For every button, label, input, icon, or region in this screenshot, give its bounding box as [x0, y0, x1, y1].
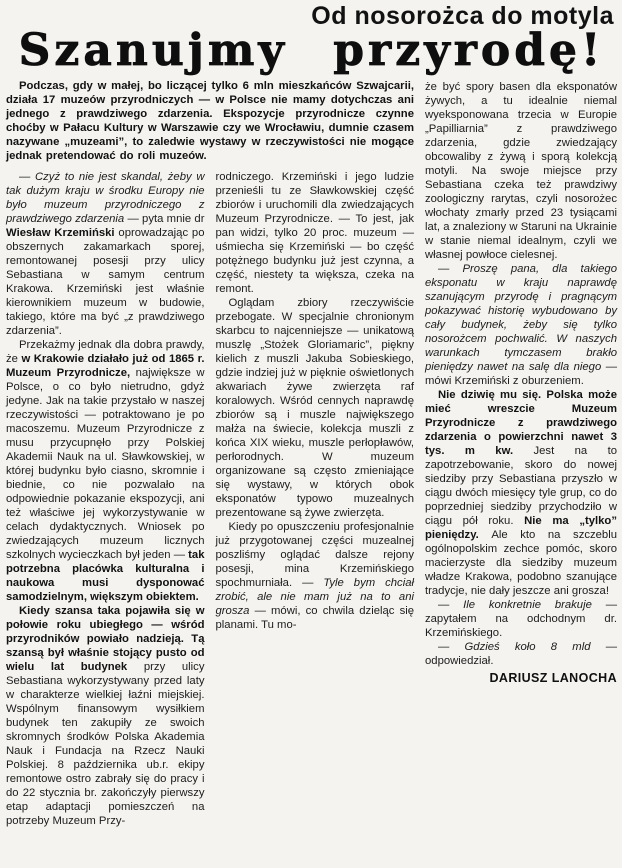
article-paragraph [6, 170, 205, 338]
column-right-wrap [425, 79, 617, 828]
article-paragraph [425, 388, 617, 598]
text-segment: w Krakowie działało już od 1865 r. Muzeum Przyrodnicze, [6, 353, 205, 379]
text-segment: — odpowiedział. [425, 641, 617, 667]
text-segment: rodniczego. Krzemiński i jego ludzie przenieśli tu ze Sławkowskiej część zbiorów i uruchomili dla zwiedzających Muzeum Przyrodnicze. — To jest, jak pan widzi, tylko 20 proc. muzeum — uśmiecha się Krzemiński — bo część potężnego budynku już jest czynna, a część, niestety ta większa, czeka na remont. [215, 171, 414, 295]
text-segment: — Proszę pana, dla takiego eksponatu w kraju naprawdę szanującym przyrodę i pragnącym pokazywać historię wybudowano by cały budynek, żeby się tylko nosorożcem pochwalić. W naszych warunkach tymczasem brakło pieniędzy nawet na salę dla niego [425, 263, 617, 373]
text-segment: że być spory basen dla eksponatów żywych, a tu idealnie niemal wyeksponowana trzecia w Europie „Papilliarnia” z prawdziwego zdarzenia, gdzie zwiedzający obcowaliby z żywą i sporą kolekcją motyli. Na swoje miejsce przy Sebastiana czeka też prawdziwy zoologiczny rarytas, czyli nosorożec włochaty zmarły przed 23 tysiącami lat, a znaleziony w Staruni na Ukrainie w stanie niemal idealnym, czyli we własnej powłoce cielesnej. [425, 81, 617, 261]
text-segment: Kiedy szansa taka pojawiła się w połowie roku ubiegłego — wśród przyrodników powiało nadzieją. Tą szansą był właśnie stojący pusto od wielu lat budynek [6, 605, 205, 673]
text-segment: — Czyż to nie jest skandal, żeby w tak dużym kraju w środku Europy nie było muzeum przyrodniczego z prawdziwego zdarzenia [6, 171, 205, 225]
article-paragraph [216, 520, 415, 632]
text-segment: Kiedy po opuszczeniu profesjonalnie już przygotowanej części muzealnej poszliśmy oglądać dalsze rejony posesji, mina Krzemińskiego spochmurniała. [215, 521, 414, 589]
text-segment: Przekażmy jednak dla dobra prawdy, że [6, 339, 205, 365]
article-kicker: Od nosorożca do motyla [311, 2, 614, 30]
text-segment: największe w Polsce, o co było nietrudno, gdyż jedyne. Jak na takie przystało w naszej rzeczywistości — potraktowano je po macoszemu. Muzeum Przyrodnicze z musu przycupnęło przy Polskiej Akademii Nauk na ul. Sławkowskiej, w której budynku było ciasno, skromnie i biednie, co nie pozwalało na odpowiednie pokazanie ekspozycji, ani też właściwe jej wykorzystywanie w celach dydaktycznych. Wniosek po zwiedzających muzeum licznych szkolnych wycieczkach był jeden — [6, 367, 205, 561]
text-segment: Jest na to zapotrzebowanie, skoro do nowej siedziby przy Sebastiana przyszło w ciągu dwóch miesięcy tyle grup, co do poprzedniej siedziby przychodziło w ciągu pół roku. [425, 445, 618, 527]
article-paragraph [6, 79, 414, 163]
article-paragraph [425, 598, 617, 640]
article-paragraph [216, 170, 415, 296]
article-paragraph [216, 296, 415, 520]
text-segment: — mówi, co chwila dzieląc się planami. Tu mo- [215, 605, 415, 631]
text-segment: — zapytałem na odchodnym dr. Krzemińskiego. [425, 599, 617, 639]
text-segment: — pyta mnie dr [127, 213, 205, 225]
lead-paragraph [6, 79, 414, 163]
text-segment: przy ulicy Sebastiana wykorzystywany przed laty w charakterze wielkiej łaźni miejskiej. Wspólnym finansowym wysiłkiem budynek ten zakupiły ze swoich skromnych środków Polska Akademia Nauk i Fundacja na Rzecz Nauki Polskiej. 8 października ub.r. ekipy remontowe ostro zabrały się do pracy i do 22 stycznia br. zakończyły pierwszy etap adaptacji pomieszczeń na potrzeby Muzeum Przy- [6, 661, 205, 827]
article-paragraph [6, 604, 205, 828]
article-paragraph [6, 338, 205, 604]
column-right [425, 80, 617, 668]
text-segment: tak potrzebna placówka kulturalna i naukowa musi dysponować samodzielnym, większym obiektem. [6, 549, 205, 603]
text-segment: Podczas, gdy w małej, bo liczącej tylko 6 mln mieszkańców Szwajcarii, działa 17 muzeów przyrodniczych — w Polsce nie mamy dotychczas ani jednego z prawdziwego zdarzenia. Ekspozycje przyrodnicze czynne choćby w Pałacu Kultury w Warszawie czy we Wrocławiu, dumnie czasem nazywane „muzeami”, to zaledwie wystawy w rzeczywistości nie mogące jednak pretendować do roli muzeów. [6, 80, 414, 162]
article-paragraph [425, 640, 617, 668]
text-segment: — Gdzieś koło 8 mld [438, 641, 606, 653]
article-body [6, 79, 617, 828]
text-segment: Oglądam zbiory rzeczywiście przebogate. W specjalnie chronionym skarbcu to najcenniejsze — unikatową muszlę „Stożek Gloriamaric”, piękny kielich z muszli Jakuba Sobieskiego, gdzie indziej już w pięknie oświetlonych akwariach żywe zwierzęta raf koralowych. Wśród cennych naprawdę zbiorów są i muszle największego małża na świecie, kolekcja muszli z końca XIX wieku, muszle perłopławów, perłorodnych. W muzeum organizowane są często zmieniające się wystawy, w których obok eksponatów typowo muzealnych prezentowane są żywe zwierzęta. [215, 297, 414, 519]
text-segment: Ale kto na szczeblu ogólnopolskim zechce pomóc, skoro macierzyste dla siedziby muzeum władze Krakowa, podobno szanujące tradycje, nie dały jeszcze ani grosza! [425, 529, 617, 597]
text-segment: Nie ma „tylko” pieniędzy. [425, 515, 617, 541]
text-segment: Nie dziwię mu się. Polska może mieć wreszcie Muzeum Przyrodnicze z prawdziwego zdarzenia o powierzchni nawet 3 tys. m kw. [425, 389, 617, 457]
body-columns-left-middle [6, 170, 414, 828]
text-segment: — Ile konkretnie brakuje [438, 599, 606, 611]
lead-and-columns [6, 79, 414, 828]
article-title: Szanujmy przyrodę! [18, 25, 605, 76]
text-segment: — Tyle bym chciał zrobić, ale nie mam już na to ani grosza [215, 577, 414, 617]
text-segment: Wiesław Krzemiński [6, 227, 119, 239]
article-paragraph [425, 80, 617, 262]
article-paragraph [425, 262, 617, 388]
text-segment: oprowadzając po obszernych zakamarkach sporej, remontowanej posesji przy ulicy Sebastiana w samym centrum Krakowa. Krzemiński jest właśnie kierownikiem muzeum w budowie, takiego, które ma być „z prawdziwego zdarzenia”. [6, 227, 205, 337]
column-middle [216, 170, 415, 828]
column-left [6, 170, 205, 828]
text-segment: — mówi Krzemiński z oburzeniem. [425, 361, 617, 387]
author-byline: DARIUSZ LANOCHA [489, 671, 617, 685]
